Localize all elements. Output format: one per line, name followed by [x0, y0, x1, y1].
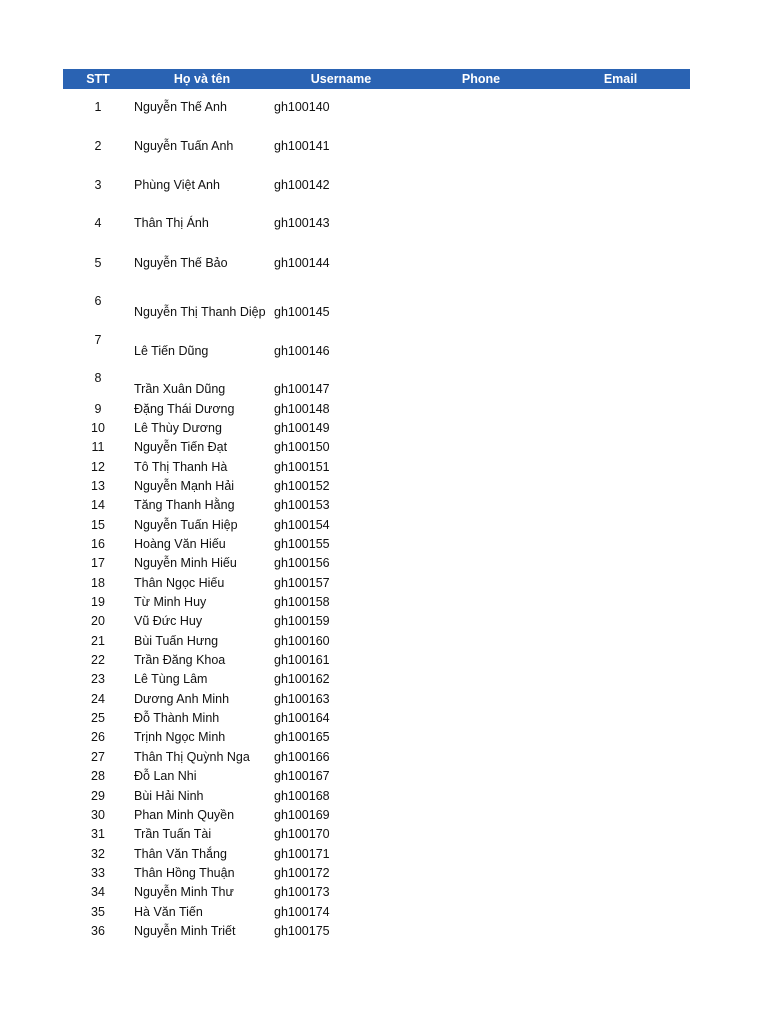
header-phone: Phone — [461, 72, 501, 86]
row-stt: 20 — [91, 614, 105, 629]
row-name: Thân Văn Thắng — [134, 846, 227, 861]
row-username: gh100141 — [274, 139, 330, 153]
table-row — [63, 177, 690, 195]
row-name: Thân Thị Ánh — [134, 216, 209, 230]
row-username: gh100143 — [274, 216, 330, 230]
row-name: Trần Đăng Khoa — [134, 653, 226, 668]
row-stt: 17 — [91, 556, 105, 571]
row-username: gh100157 — [274, 575, 330, 590]
row-stt: 24 — [91, 691, 105, 706]
row-name: Từ Minh Huy — [134, 595, 207, 609]
row-name: Trần Tuấn Tài — [134, 827, 212, 842]
row-name: Đặng Thái Dương — [134, 401, 235, 416]
row-username: gh100173 — [274, 885, 330, 900]
row-stt: 21 — [91, 633, 105, 648]
row-name: Trịnh Ngọc Minh — [134, 730, 226, 745]
row-name: Nguyễn Minh Triết — [134, 923, 236, 938]
row-stt: 29 — [91, 788, 105, 803]
row-stt: 8 — [94, 371, 102, 385]
row-name: Thân Ngọc Hiếu — [134, 575, 225, 590]
row-stt: 7 — [94, 333, 102, 347]
row-stt: 22 — [91, 653, 105, 668]
row-username: gh100169 — [274, 807, 330, 822]
row-name: Đỗ Lan Nhi — [134, 769, 197, 784]
row-name: Nguyễn Thị Thanh Diệp — [134, 305, 266, 319]
row-username: gh100163 — [274, 691, 330, 706]
row-username: gh100172 — [274, 865, 330, 880]
row-stt: 6 — [94, 294, 102, 308]
row-name: Nguyễn Tuấn Hiệp — [134, 517, 238, 532]
row-username: gh100144 — [274, 256, 330, 270]
row-name: Trần Xuân Dũng — [134, 382, 226, 396]
row-username: gh100165 — [274, 730, 330, 745]
row-name: Lê Tiến Dũng — [134, 344, 209, 358]
table-row — [63, 536, 690, 554]
row-username: gh100155 — [274, 536, 330, 551]
row-name: Nguyễn Tuấn Anh — [134, 139, 234, 153]
row-username: gh100150 — [274, 440, 330, 455]
row-name: Phan Minh Quyền — [134, 807, 235, 822]
row-name: Bùi Hải Ninh — [134, 788, 204, 803]
table-row — [63, 138, 690, 156]
table-row — [63, 370, 690, 396]
row-stt: 4 — [94, 216, 102, 230]
header-name: Họ và tên — [173, 72, 231, 86]
row-username: gh100174 — [274, 904, 330, 919]
table-row — [63, 691, 690, 709]
row-name: Đỗ Thành Minh — [134, 711, 220, 726]
row-username: gh100160 — [274, 633, 330, 648]
table-row — [63, 332, 690, 358]
row-name: Vũ Đức Huy — [134, 614, 203, 629]
row-username: gh100171 — [274, 846, 330, 861]
table-row — [63, 215, 690, 233]
table-row — [63, 497, 690, 515]
row-name: Bùi Tuấn Hưng — [134, 633, 219, 648]
table-row — [63, 826, 690, 844]
table-row — [63, 904, 690, 922]
row-stt: 1 — [94, 100, 102, 114]
row-name: Dương Anh Minh — [134, 691, 230, 706]
row-stt: 27 — [91, 749, 105, 764]
header-email: Email — [603, 72, 638, 86]
row-username: gh100166 — [274, 749, 330, 764]
row-username: gh100147 — [274, 382, 330, 396]
table-row — [63, 846, 690, 864]
row-name: Hà Văn Tiến — [134, 904, 203, 919]
row-username: gh100149 — [274, 420, 330, 435]
row-stt: 10 — [91, 420, 105, 435]
row-username: gh100168 — [274, 788, 330, 803]
row-username: gh100142 — [274, 178, 330, 192]
table-row — [63, 594, 690, 612]
row-stt: 28 — [91, 769, 105, 784]
row-username: gh100145 — [274, 305, 330, 319]
table-row — [63, 439, 690, 457]
row-username: gh100159 — [274, 614, 330, 629]
row-username: gh100151 — [274, 459, 330, 474]
row-stt: 19 — [91, 595, 105, 609]
table-row — [63, 807, 690, 825]
table-row — [63, 401, 690, 419]
table-row — [63, 729, 690, 747]
table-row — [63, 788, 690, 806]
table-row — [63, 575, 690, 593]
table-row — [63, 768, 690, 786]
row-name: Nguyễn Minh Thư — [134, 885, 234, 900]
row-username: gh100170 — [274, 827, 330, 842]
row-name: Nguyễn Minh Hiếu — [134, 556, 237, 571]
row-stt: 9 — [94, 401, 102, 416]
row-name: Lê Tùng Lâm — [134, 672, 208, 687]
row-stt: 25 — [91, 711, 105, 726]
header-username: Username — [310, 72, 372, 86]
row-username: gh100154 — [274, 517, 330, 532]
row-username: gh100153 — [274, 498, 330, 513]
row-stt: 31 — [91, 827, 105, 842]
row-stt: 3 — [94, 178, 102, 192]
row-stt: 32 — [91, 846, 105, 861]
table-row — [63, 633, 690, 651]
row-name: Nguyễn Tiến Đạt — [134, 440, 228, 455]
row-name: Hoàng Văn Hiếu — [134, 536, 226, 551]
row-username: gh100162 — [274, 672, 330, 687]
table-row — [63, 710, 690, 728]
row-stt: 33 — [91, 865, 105, 880]
row-name: Nguyễn Thế Anh — [134, 100, 227, 114]
row-stt: 2 — [94, 139, 102, 153]
row-stt: 35 — [91, 904, 105, 919]
row-stt: 5 — [94, 256, 102, 270]
header-stt: STT — [86, 72, 110, 86]
table-header — [63, 69, 690, 89]
row-username: gh100161 — [274, 653, 330, 668]
table-row — [63, 555, 690, 573]
row-username: gh100156 — [274, 556, 330, 571]
row-name: Thân Hồng Thuận — [134, 865, 235, 880]
row-stt: 34 — [91, 885, 105, 900]
row-name: Thân Thị Quỳnh Nga — [134, 749, 250, 764]
row-name: Tô Thị Thanh Hà — [134, 459, 228, 474]
table-row — [63, 865, 690, 883]
row-stt: 16 — [91, 536, 105, 551]
row-stt: 30 — [91, 807, 105, 822]
table-row — [63, 517, 690, 535]
row-stt: 18 — [91, 575, 105, 590]
row-username: gh100164 — [274, 711, 330, 726]
row-name: Nguyễn Thế Bảo — [134, 256, 228, 270]
row-name: Lê Thùy Dương — [134, 420, 222, 435]
table-row — [63, 671, 690, 689]
row-name: Nguyễn Mạnh Hải — [134, 478, 235, 493]
row-username: gh100175 — [274, 923, 330, 938]
table-row — [63, 99, 690, 117]
table-row — [63, 459, 690, 477]
table-row — [63, 478, 690, 496]
table-row — [63, 923, 690, 941]
table-row — [63, 884, 690, 902]
row-username: gh100152 — [274, 478, 330, 493]
row-stt: 14 — [91, 498, 105, 513]
row-name: Tăng Thanh Hằng — [134, 498, 235, 513]
table-row — [63, 255, 690, 273]
row-stt: 26 — [91, 730, 105, 745]
row-stt: 11 — [91, 440, 105, 455]
row-username: gh100146 — [274, 344, 330, 358]
row-stt: 12 — [91, 459, 105, 474]
row-stt: 15 — [91, 517, 105, 532]
table-row — [63, 652, 690, 670]
row-stt: 13 — [91, 478, 105, 493]
table-row — [63, 613, 690, 631]
row-name: Phùng Việt Anh — [134, 178, 220, 192]
table-row — [63, 293, 690, 319]
table-row — [63, 420, 690, 438]
row-username: gh100158 — [274, 595, 330, 609]
row-username: gh100140 — [274, 100, 330, 114]
row-stt: 23 — [91, 672, 105, 687]
row-username: gh100167 — [274, 769, 330, 784]
table-row — [63, 749, 690, 767]
row-stt: 36 — [91, 923, 105, 938]
row-username: gh100148 — [274, 401, 330, 416]
